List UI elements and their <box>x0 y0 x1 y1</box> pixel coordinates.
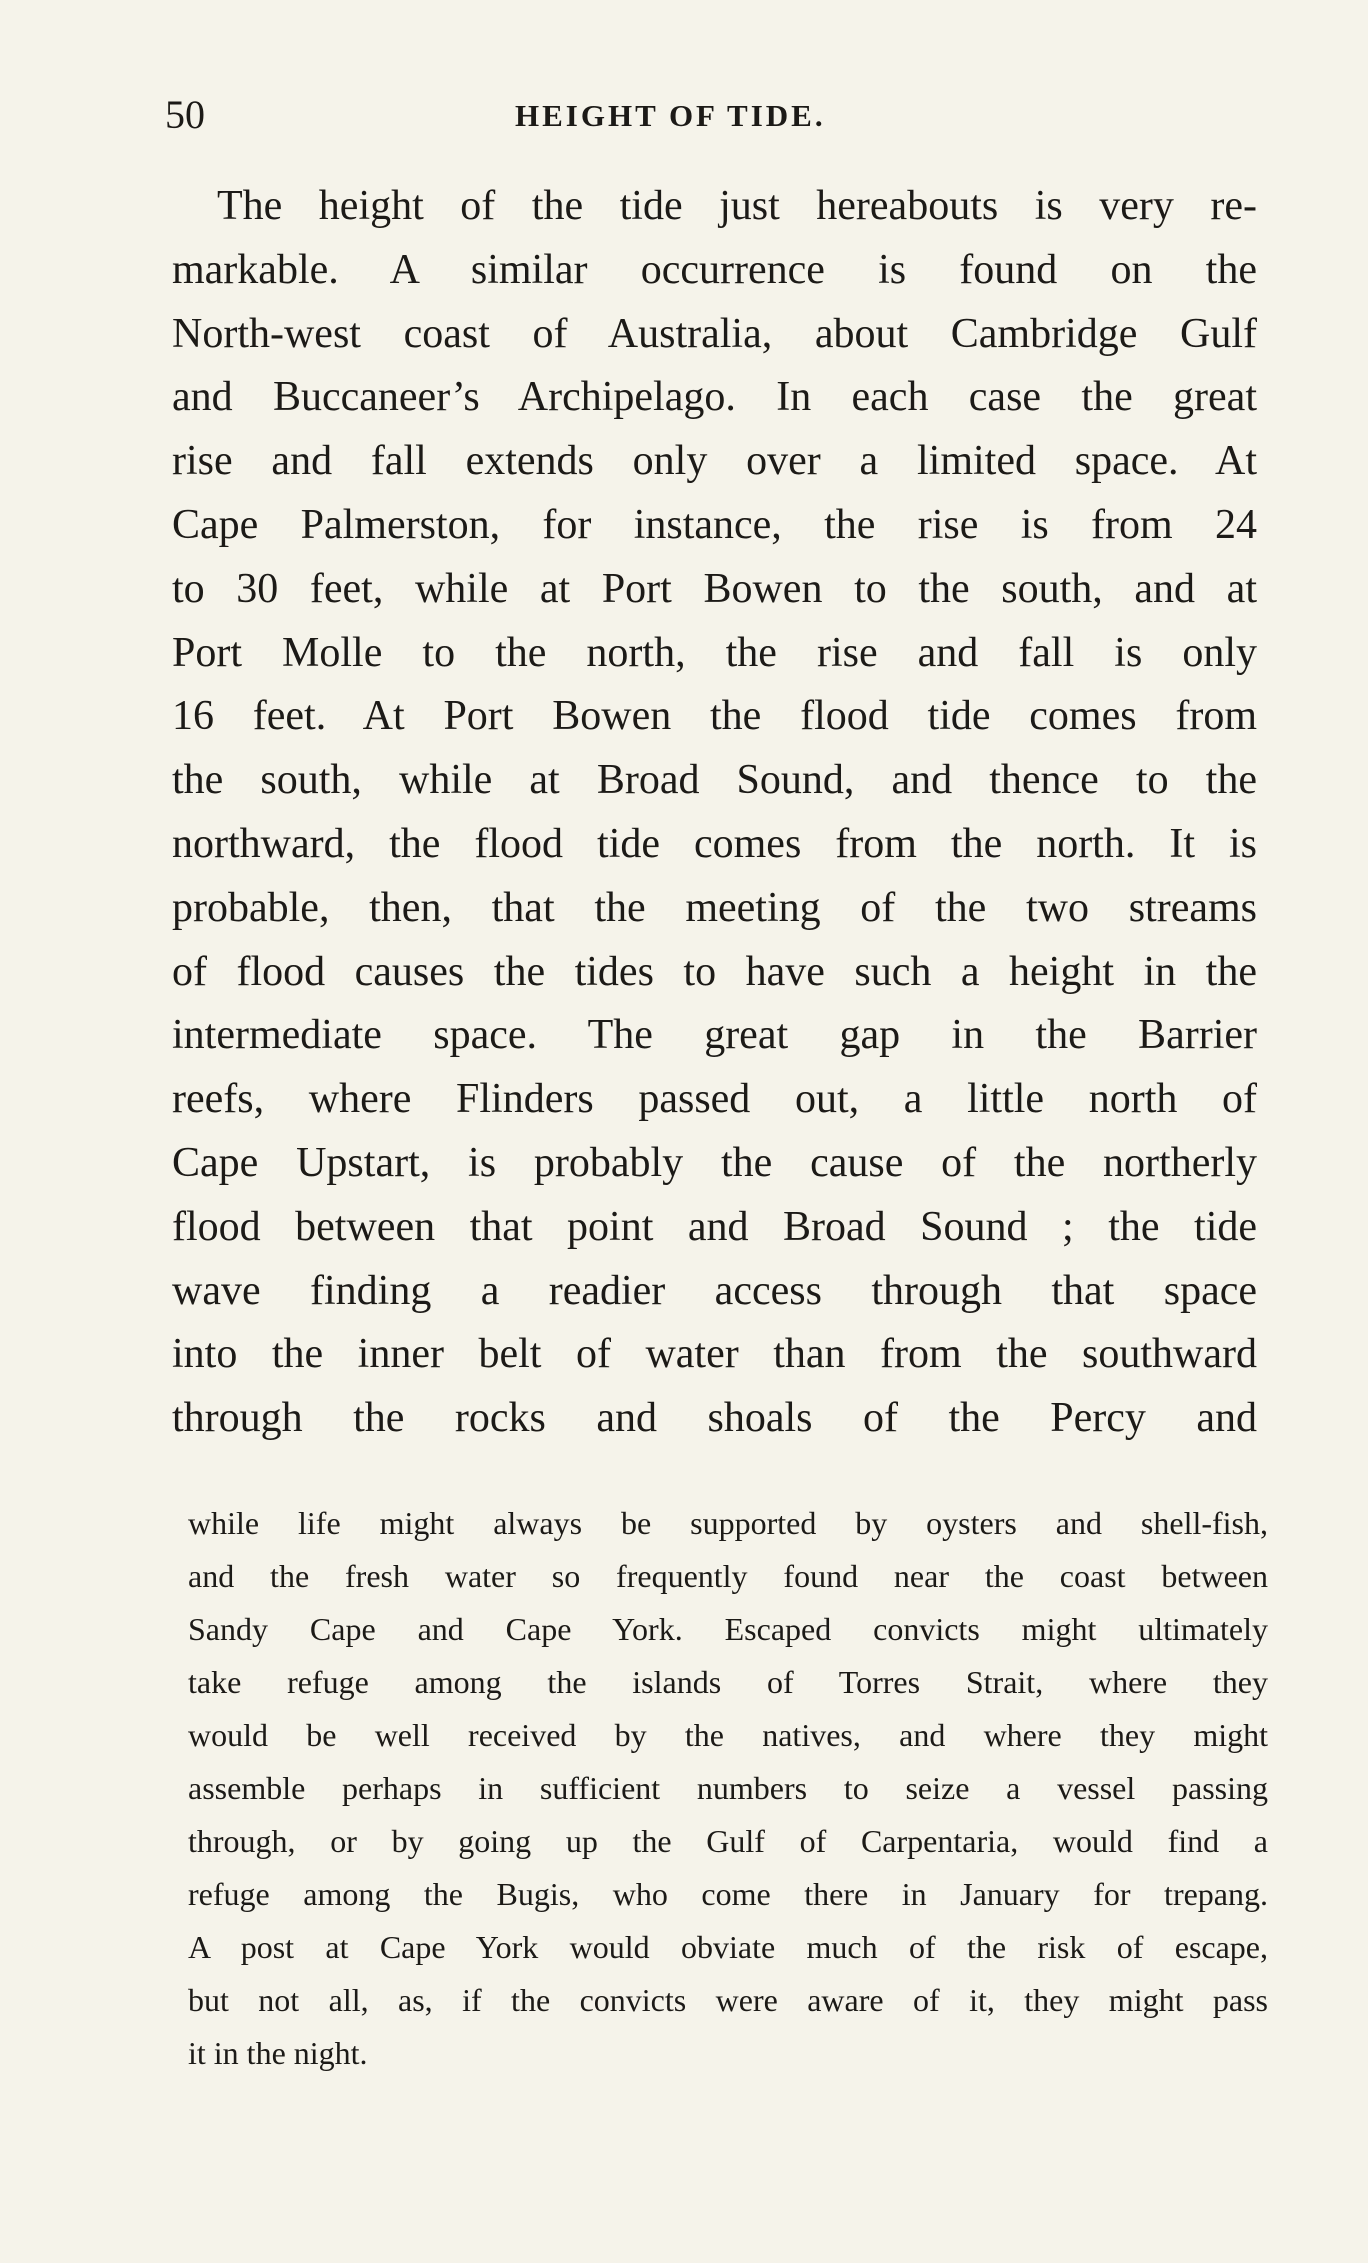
footnote-line: while life might always be supported by oysters and shell-fish, <box>188 1505 1268 1541</box>
footnote-line: assemble perhaps in sufficient numbers to seize a vessel passing <box>188 1770 1268 1806</box>
main-text-line: intermediate space. The great gap in the Barrier <box>172 1012 1257 1059</box>
main-text-line: through the rocks and shoals of the Percy and <box>172 1395 1257 1442</box>
main-text-line: the south, while at Broad Sound, and thence to the <box>172 757 1257 804</box>
page-number: 50 <box>165 92 205 137</box>
footnote-line: but not all, as, if the convicts were aware of it, they might pass <box>188 1982 1268 2018</box>
main-text-line: Port Molle to the north, the rise and fall is only <box>172 629 1257 676</box>
footnote-line: refuge among the Bugis, who come there in January for trepang. <box>188 1876 1268 1912</box>
main-text-line: wave finding a readier access through that space <box>172 1267 1257 1314</box>
footnote-line: A post at Cape York would obviate much of the risk of escape, <box>188 1929 1268 1965</box>
main-text-line: Cape Palmerston, for instance, the rise is from 24 <box>172 501 1257 548</box>
footnote-line: it in the night. <box>188 2035 368 2071</box>
footnote-line: would be well received by the natives, and where they might <box>188 1717 1268 1753</box>
footnote-block <box>188 1497 1268 2080</box>
main-text-line: into the inner belt of water than from the southward <box>172 1331 1257 1378</box>
main-text-line: rise and fall extends only over a limited space. At <box>172 438 1257 485</box>
main-text-line: The height of the tide just hereabouts is very re- <box>217 183 1257 229</box>
main-text-line: Cape Upstart, is probably the cause of the northerly <box>172 1139 1257 1186</box>
running-head: HEIGHT OF TIDE. <box>515 98 826 133</box>
footnote-line: Sandy Cape and Cape York. Escaped convicts might ultimately <box>188 1611 1268 1647</box>
page-header <box>165 90 1255 150</box>
main-text-line: markable. A similar occurrence is found on the <box>172 246 1257 293</box>
footnote-line: take refuge among the islands of Torres Strait, where they <box>188 1664 1268 1700</box>
main-text-line: and Buccaneer’s Archipelago. In each case the great <box>172 374 1257 421</box>
footnote-line: and the fresh water so frequently found near the coast between <box>188 1558 1268 1594</box>
main-text-line: probable, then, that the meeting of the two streams <box>172 884 1257 931</box>
main-text-line: of flood causes the tides to have such a height in the <box>172 948 1257 995</box>
main-text-line: 16 feet. At Port Bowen the flood tide comes from <box>172 693 1257 740</box>
main-text-line: flood between that point and Broad Sound ; the tide <box>172 1203 1257 1250</box>
main-text-block <box>172 175 1257 1451</box>
main-text-line: reefs, where Flinders passed out, a little north of <box>172 1076 1257 1123</box>
main-text-line: to 30 feet, while at Port Bowen to the south, and at <box>172 565 1257 612</box>
main-text-line: North-west coast of Australia, about Cambridge Gulf <box>172 310 1257 357</box>
main-text-line: northward, the flood tide comes from the north. It is <box>172 820 1257 867</box>
footnote-line: through, or by going up the Gulf of Carpentaria, would find a <box>188 1823 1268 1859</box>
